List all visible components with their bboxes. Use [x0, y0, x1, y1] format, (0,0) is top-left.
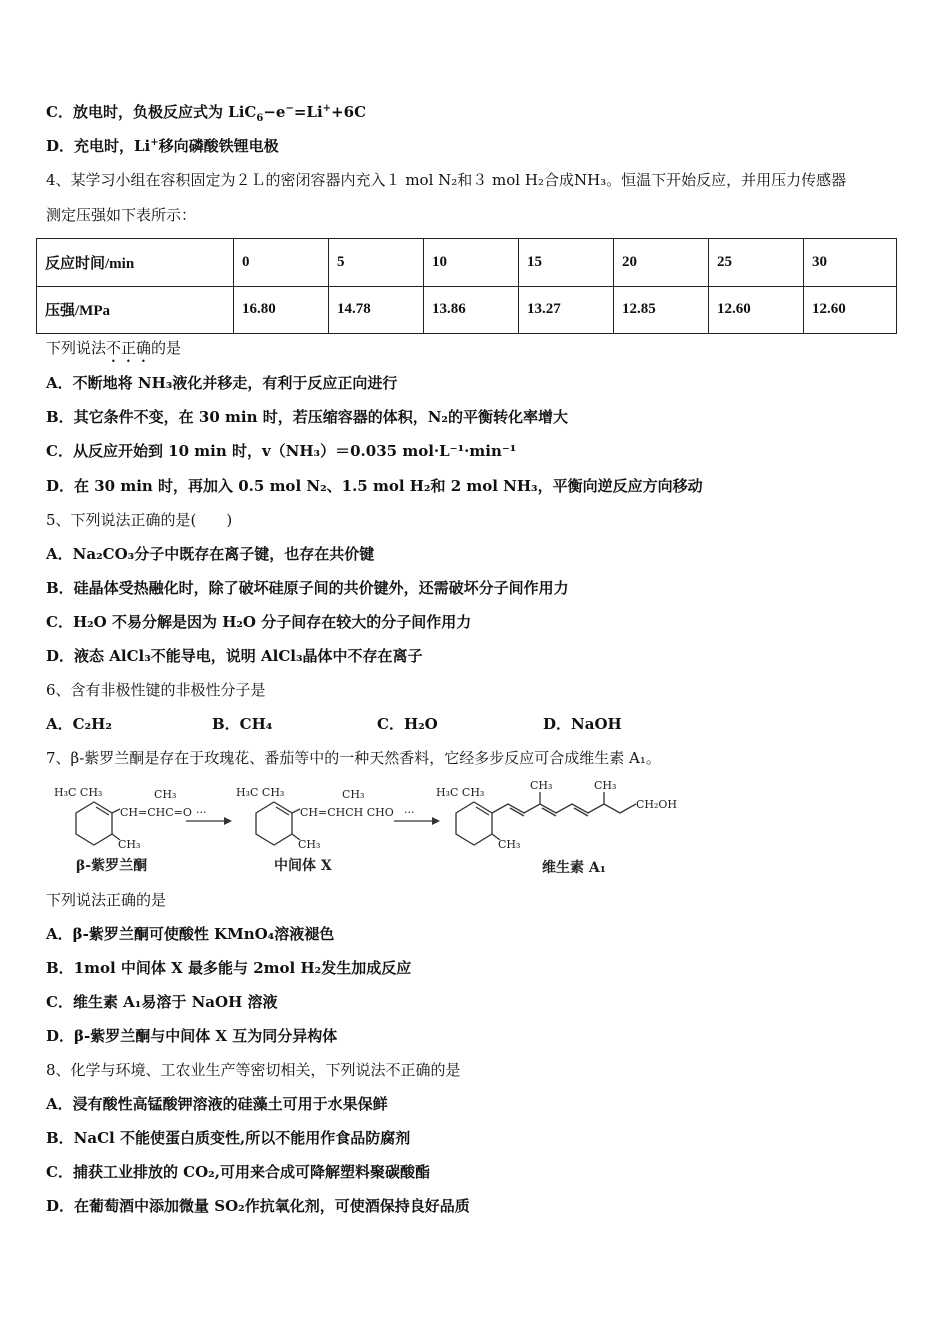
q4-prompt-pre: 下列说法 [46, 339, 107, 357]
q7-stem: 7、β-紫罗兰酮是存在于玫瑰花、番茄等中的一种天然香料，它经多步反应可合成维生素 A₁。 [46, 749, 661, 767]
q7-option-b: B．1mol 中间体 X 最多能与 2mol H₂发生加成反应 [46, 959, 412, 977]
table-cell: 15 [519, 239, 614, 287]
table-cell: 20 [614, 239, 709, 287]
q7-prompt: 下列说法正确的是 [46, 891, 167, 909]
q4-prompt-emphasis: 不正确 [106, 339, 152, 357]
arrow-head-2 [432, 817, 440, 825]
c3-chain [492, 804, 636, 813]
q3-c-sup1: − [285, 103, 294, 114]
q5-option-b: B．硅晶体受热融化时，除了破坏硅原子间的共价键外，还需破坏分子间作用力 [46, 579, 569, 597]
c1-methyl-top: CH₃ [154, 788, 177, 801]
q3-d-sup: + [150, 137, 159, 148]
q6-option-b: B．CH₄ [212, 715, 273, 733]
table-cell: 0 [234, 239, 329, 287]
q3-option-c [46, 102, 366, 122]
table-header-pressure: 压强/MPa [37, 286, 234, 334]
q7-option-a: A．β-紫罗兰酮可使酸性 KMnO₄溶液褪色 [46, 925, 335, 943]
table-cell: 30 [804, 239, 897, 287]
q3-c-sup2: + [322, 103, 332, 114]
q5-option-d: D．液态 AlCl₃不能导电，说明 AlCl₃晶体中不存在离子 [46, 647, 423, 665]
q7-option-c: C．维生素 A₁易溶于 NaOH 溶液 [46, 993, 278, 1011]
q3-c-sub: 6 [256, 113, 264, 124]
table-cell: 10 [424, 239, 519, 287]
c2-gem-label: H₃C CH₃ [236, 786, 285, 799]
q4-stem-line1: 4、某学习小组在容积固定为２Ｌ的密闭容器内充入１ mol N₂和３ mol H₂合成NH₃。恒温下开始反应，并用压力传感器 [46, 171, 847, 189]
q6-option-d: D．NaOH [543, 715, 622, 733]
q5-option-c: C．H₂O 不易分解是因为 H₂O 分子间存在较大的分子间作用力 [46, 613, 472, 631]
q4-stem-line2: 测定压强如下表所示： [46, 206, 197, 224]
table-cell: 14.78 [329, 286, 424, 334]
c3-methyl-2: CH₃ [594, 779, 617, 792]
c2-methyl-top: CH₃ [342, 788, 365, 801]
q4-option-c: C．从反应开始到 10 min 时，v（NH₃）＝0.035 mol·L⁻¹·min⁻¹ [46, 442, 517, 460]
table-row-time [37, 239, 897, 287]
q4-option-d: D．在 30 min 时，再加入 0.5 mol N₂、1.5 mol H₂和 2 mol NH₃，平衡向逆反应方向移动 [46, 477, 703, 495]
q8-option-a: A．浸有酸性高锰酸钾溶液的硅藻土可用于水果保鲜 [46, 1095, 388, 1113]
table-cell: 13.86 [424, 286, 519, 334]
c2-name: 中间体 X [274, 858, 332, 874]
table-cell: 12.60 [804, 286, 897, 334]
c1-methyl-ring: CH₃ [118, 838, 141, 851]
q7-option-d: D．β-紫罗兰酮与中间体 X 互为同分异构体 [46, 1027, 338, 1045]
c1-chain-label: CH=CHC=O [120, 806, 192, 819]
c1-gem-label: H₃C CH₃ [54, 786, 103, 799]
q5-stem: 5、下列说法正确的是( ) [46, 511, 233, 529]
q5-option-a: A．Na₂CO₃分子中既存在离子键，也存在共价键 [46, 545, 375, 563]
q3-c-mid: −e [263, 103, 286, 121]
c3-methyl-1: CH₃ [530, 779, 553, 792]
q4-option-a: A．不断地将 NH₃液化并移走，有利于反应正向进行 [46, 374, 398, 392]
q6-stem: 6、含有非极性键的非极性分子是 [46, 681, 266, 699]
c3-gem-label: H₃C CH₃ [436, 786, 485, 799]
arrow-head-1 [224, 817, 232, 825]
q3-c-mid2: =Li [293, 103, 323, 121]
c2-methyl-ring: CH₃ [298, 838, 321, 851]
table-cell: 13.27 [519, 286, 614, 334]
q8-option-d: D．在葡萄酒中添加微量 SO₂作抗氧化剂，可使酒保持良好品质 [46, 1197, 470, 1215]
q6-option-c: C．H₂O [377, 715, 438, 733]
c1-name: β-紫罗兰酮 [76, 858, 148, 874]
c2-ring [256, 802, 292, 845]
q8-option-c: C．捕获工业排放的 CO₂,可用来合成可降解塑料聚碳酸酯 [46, 1163, 430, 1181]
q4-prompt [46, 338, 181, 366]
q6-option-a: A．C₂H₂ [46, 715, 112, 733]
q4-prompt-post: 的是 [151, 339, 182, 357]
q3-c-text: C．放电时，负极反应式为 LiC [46, 103, 257, 121]
c2-chain-label: CH=CHCH CHO [300, 806, 394, 819]
q3-d-text: D．充电时，Li [46, 137, 151, 155]
table-cell: 12.85 [614, 286, 709, 334]
table-row-pressure [37, 286, 897, 334]
q3-option-d [46, 136, 279, 156]
q4-option-b: B．其它条件不变，在 30 min 时，若压缩容器的体积，N₂的平衡转化率增大 [46, 408, 568, 426]
c3-ring [456, 802, 492, 845]
q8-option-b: B．NaCl 不能使蛋白质变性,所以不能用作食品防腐剂 [46, 1129, 411, 1147]
arrow1-text: ··· [196, 806, 207, 819]
c3-chain-label: CH₂OH [636, 798, 678, 811]
c3-name: 维生素 A₁ [542, 860, 606, 876]
q3-d-tail: 移向磷酸铁锂电极 [158, 137, 279, 155]
table-header-time: 反应时间/min [37, 239, 234, 287]
c1-ring [76, 802, 112, 845]
table-cell: 25 [709, 239, 804, 287]
table-cell: 5 [329, 239, 424, 287]
arrow2-text: ··· [404, 806, 415, 819]
q8-stem: 8、化学与环境、工农业生产等密切相关，下列说法不正确的是 [46, 1061, 461, 1079]
table-cell: 12.60 [709, 286, 804, 334]
pressure-table [36, 238, 897, 334]
c3-methyl-ring: CH₃ [498, 838, 521, 851]
table-cell: 16.80 [234, 286, 329, 334]
q3-c-tail: +6C [331, 103, 367, 121]
reaction-scheme [46, 776, 686, 880]
